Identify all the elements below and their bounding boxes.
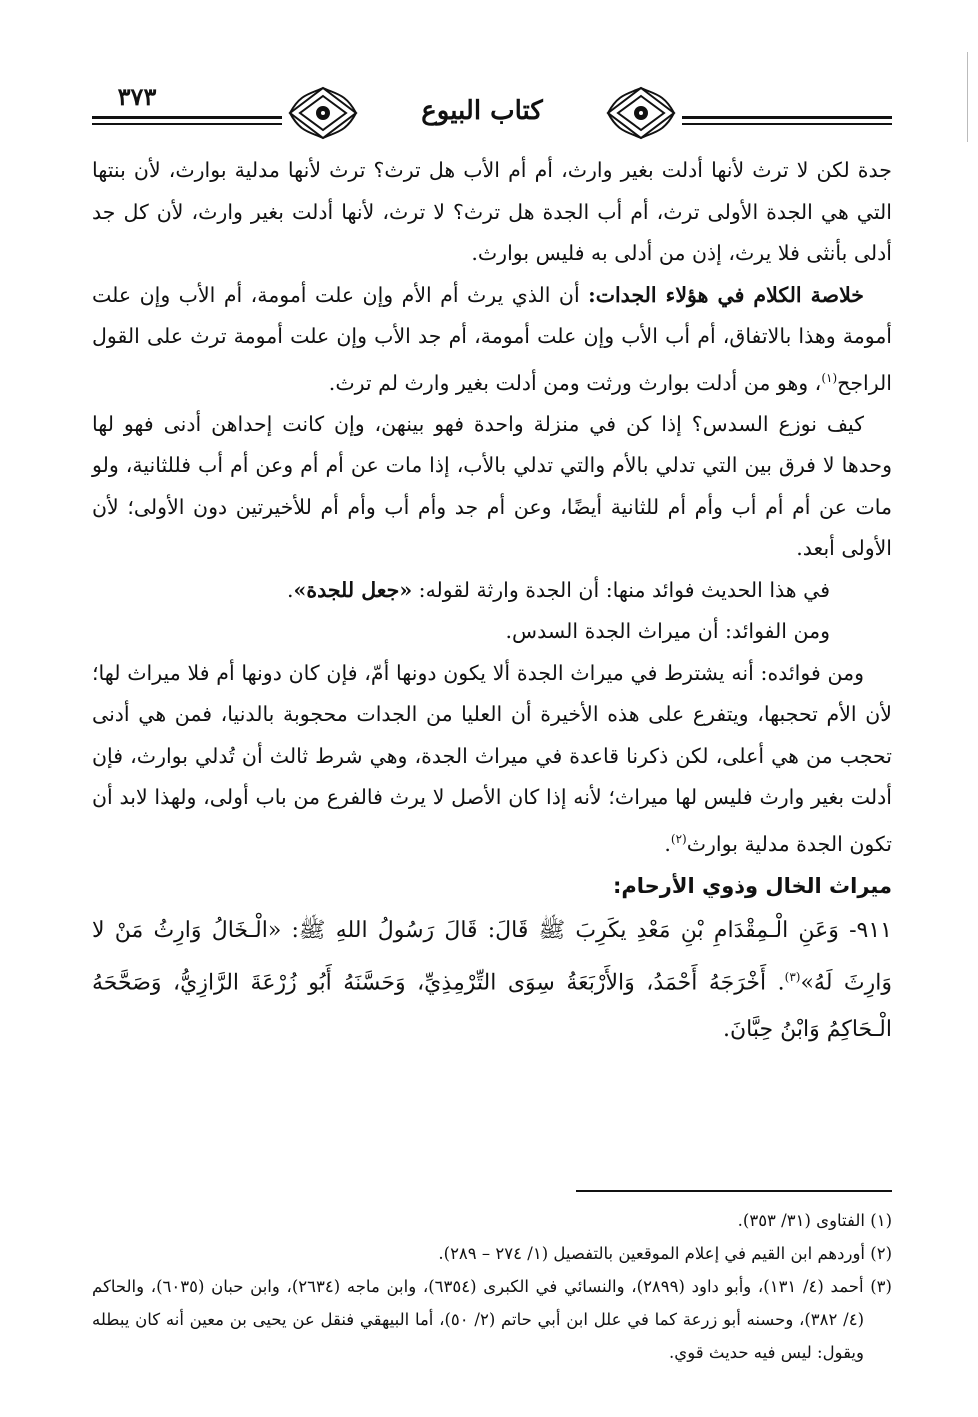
page-number: ٣٧٣ (117, 82, 157, 111)
section-heading: ميراث الخال وذوي الأرحام: (612, 874, 892, 899)
footnote-ref-1: (١) (821, 370, 838, 385)
paragraph-2-text: أن الذي يرث أم الأم وإن علت أمومة، أم الأب وإن علت أمومة وهذا بالاتفاق، أم أب الأب وإن علت أمومة، أم جد الأب وإن علت أمومة ترث على القول الراجح (92, 282, 892, 395)
footnotes (92, 1204, 892, 1369)
paragraph-4-end: . (286, 577, 294, 602)
footnote-ref-3: (٣) (784, 970, 801, 985)
footnote-2: (٢) أوردهم ابن القيم في إعلام الموقعين بالتفصيل (١/ ٢٧٤ – ٢٨٩). (438, 1244, 892, 1263)
header-rule-left-thin (92, 123, 282, 125)
arabesque-ornament-icon (604, 84, 678, 142)
paragraph-4-text: في هذا الحديث فوائد منها: أن الجدة وارثة لقوله: (412, 577, 830, 602)
footnote-3: (٣) أحمد (٤/ ١٣١)، وأبو داود (٢٨٩٩)، والنسائي في الكبرى (٦٣٥٤)، وابن ماجه (٢٦٣٤)، وابن حبان (٦٠٣٥)، والحاكم (٤/ ٣٨٢)، وحسنه أبو زرعة كما في علل ابن أبي حاتم (٢/ ٥٠)، أما البيهقي فنقل عن يحيى بن معين أنه كان يبطله ويقول: ليس فيه حديث قوي. (92, 1277, 892, 1362)
paragraph-4 (92, 570, 892, 612)
paragraph-1-line-3: كل جد أدلى بأنثى فلا يرث، إذن من أدلى به فليس بوارث. (92, 199, 892, 265)
footnote-separator (576, 1190, 892, 1192)
footnote-ref-2: (٢) (670, 831, 687, 846)
paragraph-6-text: ومن فوائده: أنه يشترط في ميراث الجدة ألا يكون دونها أمّ، فإن كان دونها أم فلا ميراث لها؛ لأن الأم تحجبها، ويتفرع على هذه الأخيرة أن العليا من الجدات محجوبة بالدنيا، فمن هي أدنى تحجب من هي أعلى، لكن ذكرنا قاعدة في ميراث الجدة، وهي شرط ثالث أن تُدلي بوارث، فإن أدلت بغير وارث فليس لها ميراث؛ لأنه إذا كان الأصل لا يرث فالفرع من باب أولى، ولهذا لابد أن تكون الجدة مدلية بوارث (92, 660, 892, 856)
paragraph-6 (92, 653, 892, 865)
hadith-911 (92, 907, 892, 1053)
main-text (92, 150, 892, 1053)
paragraph-1-line-2: بنتها التي هي الجدة الأولى ترث، أم أب الجدة هل ترث؟ لا ترث، لأنها أدلت بغير وارث، لأن (92, 158, 892, 224)
header-rule-right (682, 116, 892, 119)
paragraph-3: كيف نوزع السدس؟ إذا كن في منزلة واحدة فهو بينهن، وإن كانت إحداهن أدنى فهو لها وحدها لا فرق بين التي تدلي بالأم والتي تدلي بالأب، إذا مات عن أم أم وعن أم أب فللثانية، ولو مات عن أم أم أب وأم أم للثانية أيضًا، وعن أم جد وأم أب وأم أم للأخيرتين دون الأولى؛ لأن الأولى أبعد. (92, 411, 892, 561)
paragraph-1-line-1: جدة لكن لا ترث لأنها أدلت بغير وارث، أم أم الأب هل ترث؟ ترث لأنها مدلية بوارث، لأن (133, 158, 892, 182)
hadith-takhrij: . أَخْرَجَهُ أَحْمَدُ، وَالأَرْبَعَةُ سِوَى التِّرْمِذِيِّ، وَحَسَّنَهُ أَبُو زُرْعَةَ الرَّازِيُّ، وَصَحَّحَهُ الْـحَاكِمُ وَابْنُ حِبَّانَ. (92, 970, 892, 1043)
hadith-text: ٩١١- وَعَنِ الْـمِقْدَامِ بْنِ مَعْدِ يكَرِبَ ﷺ قَالَ: قَالَ رَسُولُ اللهِ ﷺ: «الْـخَالُ وَارِثُ مَنْ لا وَارِثَ لَهُ» (92, 918, 892, 996)
paragraph-5: ومن الفوائد: أن ميراث الجدة السدس. (505, 619, 830, 644)
chapter-title: كتاب البيوع (421, 96, 543, 126)
paragraph-2-end: ، وهو من أدلت بوارث ورثت ومن أدلت بغير وارث لم ترث. (328, 370, 822, 395)
arabesque-ornament-icon (286, 84, 360, 142)
header-rule-left (92, 116, 282, 119)
paragraph-6-end: . (664, 831, 671, 856)
summary-lead: خلاصة الكلام في هؤلاء الجدات: (588, 282, 864, 307)
paragraph-1 (92, 150, 892, 275)
header-rule-right-thin (682, 123, 892, 125)
footnote-1: (١) الفتاوى (٣١/ ٣٥٣). (737, 1211, 892, 1230)
quoted-phrase: «جعل للجدة» (293, 577, 413, 602)
page-header (92, 78, 892, 146)
paragraph-2 (92, 275, 892, 404)
scan-edge-mark (967, 52, 968, 142)
